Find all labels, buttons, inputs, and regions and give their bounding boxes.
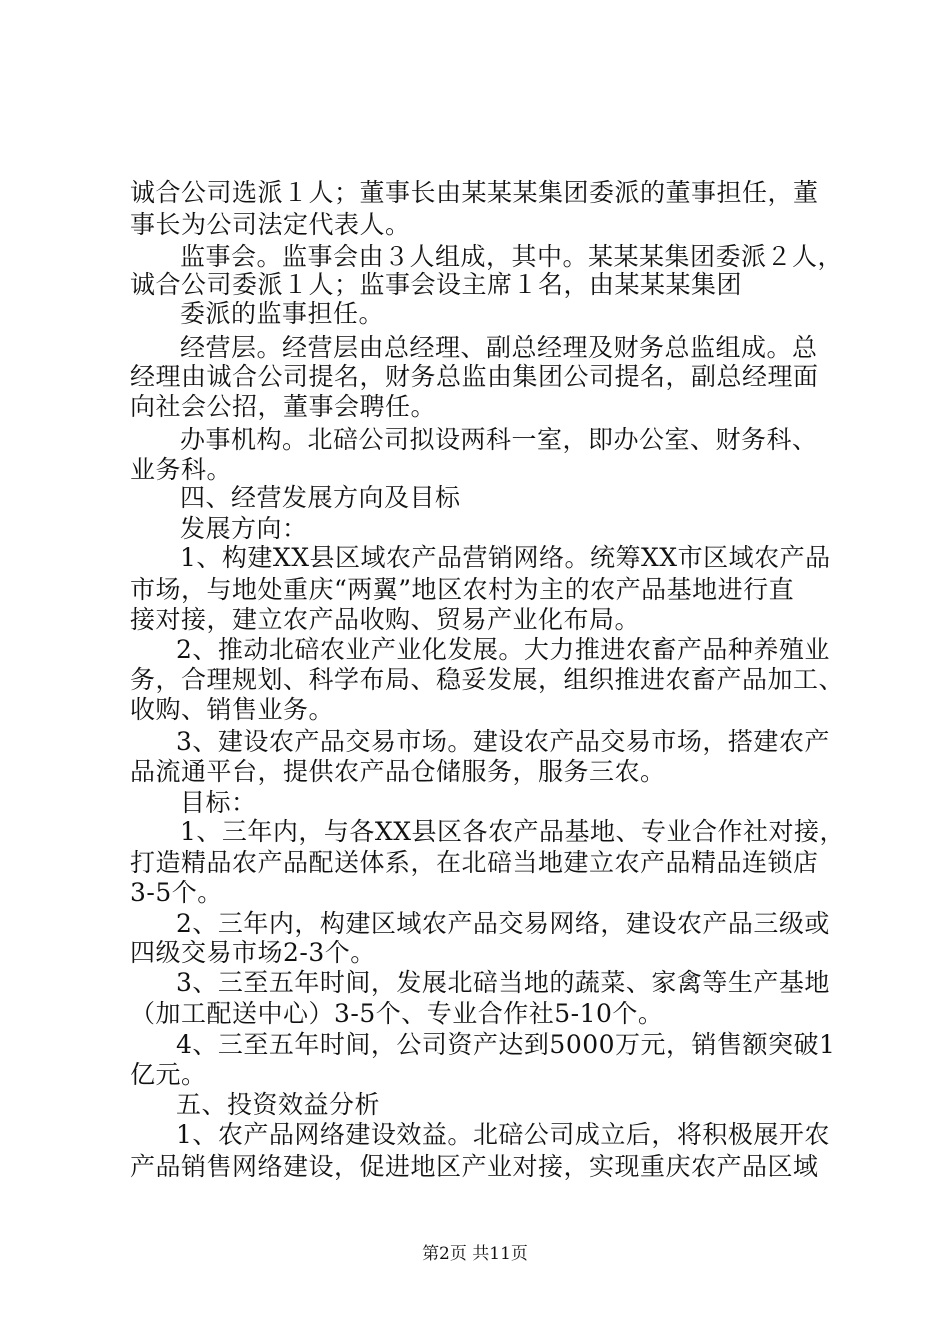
text-line: 3-5个。 (130, 878, 223, 907)
text-line: 经理由诚合公司提名，财务总监由集团公司提名，副总经理面 (130, 362, 819, 391)
text-line: 打造精品农产品配送体系，在北碚当地建立农产品精品连锁店 (130, 848, 819, 877)
text-line: 办事机构。北碚公司拟设两科一室，即办公室、财务科、 (180, 425, 818, 454)
text-line: 业务科。 (130, 455, 233, 484)
text-line: 4、三至五年时间，公司资产达到5000万元，销售额突破1 (176, 1030, 836, 1059)
text-line: 务，合理规划、科学布局、稳妥发展，组织推进农畜产品加工、 (130, 665, 845, 694)
text-line: 3、三至五年时间，发展北碚当地的蔬菜、家禽等生产基地 (176, 968, 830, 997)
section-heading: 四、经营发展方向及目标 (180, 483, 461, 512)
text-line: 收购、销售业务。 (130, 695, 335, 724)
text-line: 3、建设农产品交易市场。建设农产品交易市场，搭建农产 (176, 727, 830, 756)
text-line: 1、农产品网络建设效益。北碚公司成立后，将积极展开农 (176, 1120, 830, 1149)
text-line: 2、三年内，构建区域农产品交易网络，建设农产品三级或 (176, 909, 830, 938)
text-line: 经营层。经营层由总经理、副总经理及财务总监组成。总 (180, 333, 818, 362)
text-line: 诚合公司委派１人；监事会设主席１名，由某某某集团 (130, 270, 743, 299)
text-line: 品流通平台，提供农产品仓储服务，服务三农。 (130, 757, 666, 786)
text-line: 1、三年内，与各XX县区各农产品基地、专业合作社对接， (180, 817, 846, 846)
text-line: 四级交易市场2-3个。 (130, 938, 376, 967)
text-line: 2、推动北碚农业产业化发展。大力推进农畜产品种养殖业 (176, 635, 830, 664)
subsection-heading: 目标： (180, 788, 257, 817)
text-line: 监事会。监事会由３人组成，其中。某某某集团委派２人， (180, 242, 844, 271)
text-line: 向社会公招，董事会聘任。 (130, 392, 437, 421)
text-line: 1、构建XX县区域农产品营销网络。统筹XX市区域农产品 (180, 543, 831, 572)
text-line: 亿元。 (130, 1060, 207, 1089)
text-line: 接对接，建立农产品收购、贸易产业化布局。 (130, 605, 641, 634)
text-line: 诚合公司选派１人；董事长由某某某集团委派的董事担任，董 (130, 178, 819, 207)
text-line: 事长为公司法定代表人。 (130, 210, 411, 239)
text-line: 委派的监事担任。 (180, 299, 385, 328)
page-number-footer: 第2页 共11页 (422, 1244, 528, 1264)
text-line: 市场，与地处重庆“两翼”地区农村为主的农产品基地进行直 (130, 575, 795, 604)
subsection-heading: 发展方向： (180, 514, 308, 543)
section-heading: 五、投资效益分析 (176, 1090, 381, 1119)
text-line: （加工配送中心）3-5个、专业合作社5-10个。 (130, 999, 664, 1028)
text-line: 产品销售网络建设，促进地区产业对接，实现重庆农产品区域 (130, 1152, 819, 1181)
